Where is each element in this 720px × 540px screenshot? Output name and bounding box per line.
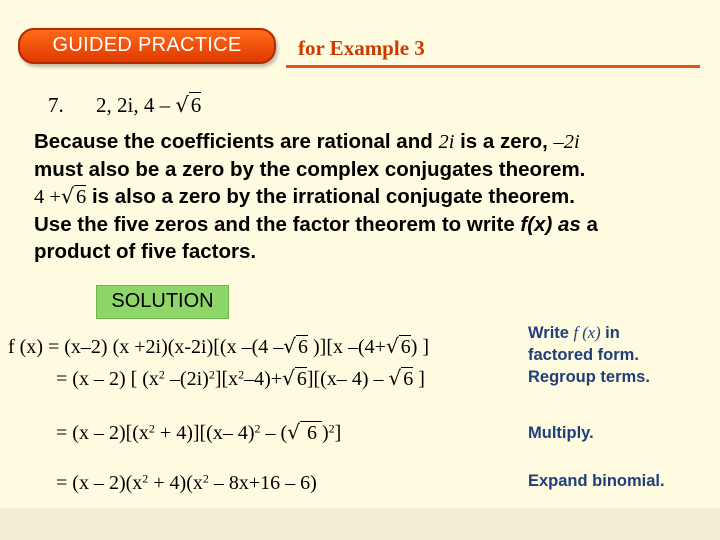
problem-zeros (96, 93, 201, 118)
example-reference: for Example 3 (298, 36, 425, 60)
note-expand-binomial: Expand binomial. (528, 472, 665, 490)
guided-practice-label: GUIDED PRACTICE (52, 34, 242, 56)
note-multiply: Multiply. (528, 424, 594, 442)
explanation-line-4: Use the five zeros and the factor theorem to write f(x) as a (34, 213, 598, 236)
explanation-line-1: Because the coefficients are rational and 2i is a zero, –2i (34, 130, 580, 153)
sqrt-icon: √ (282, 366, 295, 390)
zeros-list: 2, 2i, 4 – (96, 93, 176, 117)
sqrt-icon: √ (287, 420, 300, 444)
explanation-line-5: product of five factors. (34, 240, 257, 263)
guided-practice-badge (18, 28, 276, 64)
sqrt-icon: √ (175, 93, 189, 117)
header-divider (286, 65, 700, 68)
explanation-paragraph (34, 128, 714, 265)
explanation-line-3: 4 +√6 is also a zero by the irrational conjugate theorem. (34, 184, 575, 208)
sqrt-icon: √ (60, 184, 75, 208)
sqrt-icon: √ (388, 366, 402, 390)
note-factored-form: Write f (x) in factored form. Regroup terms. (528, 323, 650, 386)
solution-label-box (96, 285, 229, 319)
bottom-band (0, 508, 720, 540)
explanation-line-2: must also be a zero by the complex conjugates theorem. (34, 158, 586, 181)
solution-label: SOLUTION (111, 290, 214, 312)
sqrt-icon: √ (385, 334, 399, 358)
equation-step-4: = $(x - 2)(x^2 + 4)(x^2 - 8x+16 - 6)$ (56, 471, 317, 494)
equation-step-2: = (x – 2) [ ($x^2$ $-(2i)^2][x^2-4)+√$ 6][(x– 4) – √ 6 ] (56, 366, 425, 390)
equation-step-1: f (x) = (x–2) (x +2i)(x-2i)[(x –(4 –√ 6 )][x –(4+√ 6) ] (8, 334, 430, 358)
sqrt-icon: √ (283, 334, 297, 358)
radicand: 6 (190, 93, 202, 117)
equation-step-3: = $(x - 2)[(x^2 + 4)][(x-$ 4)$^2$ – (√ 6 )$^2$] (56, 420, 342, 444)
problem-number: 7. (48, 93, 64, 117)
